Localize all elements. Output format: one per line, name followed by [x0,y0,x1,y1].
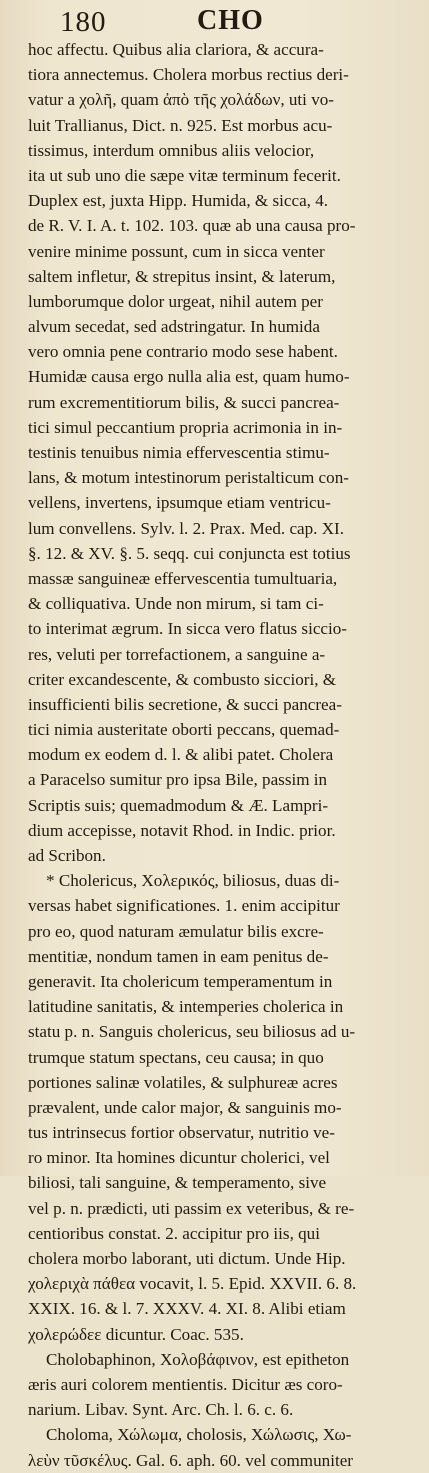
text-line: hoc affectu. Quibus alia clariora, & accura- [28,40,324,59]
text-line: * Cholericus, Χολερικός, biliosus, duas di- [46,871,340,891]
text-line: tus intrinsecus fortior observatur, nutritio ve- [28,1123,335,1143]
page-number: 180 [60,6,107,38]
text-line: lans, & motum intestinorum peristalticum con- [28,468,349,488]
text-line: ita ut sub uno die sæpe vitæ terminum fecerit. [28,165,341,185]
text-line: portiones salinæ volatiles, & sulphureæ acres [28,1072,338,1092]
text-line: tiora annectemus. Cholera morbus rectius deri- [28,65,349,85]
text-line: vero omnia pene contrario modo sese habent. [28,342,338,362]
text-line: to interimat ægrum. In sicca vero flatus siccio- [28,619,347,639]
text-line: saltem infletur, & strepitus insint, & laterum, [28,266,336,286]
text-line: tissimus, interdum omnibus aliis velocior, [28,140,315,160]
text-line: ro minor. Ita homines dicuntur cholerici, vel [28,1148,330,1168]
text-line: ad Scribon. [28,846,106,865]
text-line: insufficienti bilis secretione, & succi pancrea- [28,694,342,714]
text-line: æris auri colorem mentientis. Dicitur æs coro- [28,1374,343,1394]
body-text [28,37,414,1473]
text-line: de R. V. I. A. t. 102. 103. quæ ab una causa pro- [28,216,356,236]
text-line: lumborumque dolor urgeat, nihil autem per [28,291,323,311]
text-line: vatur a χολῆ, quam ἀπὸ τῆς χολάδων, uti vo- [28,90,334,110]
text-line: criter excandescente, & combusto sicciori, & [28,669,337,689]
text-line: vellens, invertens, ipsumque etiam ventricu- [28,493,331,513]
text-line: versas habet significationes. 1. enim accipitur [28,896,340,916]
text-line: χολεριχὰ πάθεα vocavit, l. 5. Epid. XXVII. 6. 8. [28,1274,357,1294]
text-line: biliosi, tali sanguine, & temperamento, sive [28,1173,327,1193]
text-line: venire minime possunt, cum in sicca venter [28,241,325,261]
text-line: XXIX. 16. & l. 7. XXXV. 4. XI. 8. Alibi etiam [28,1299,346,1319]
text-line: centioribus constat. 2. accipitur pro iis, qui [28,1223,320,1243]
text-line: lum convellens. Sylv. l. 2. Prax. Med. cap. XI. [28,518,345,538]
text-line: tici simul peccantium propria acrimonia in in- [28,417,343,437]
text-line: Choloma, Χώλωμα, cholosis, Χώλωσις, Χω- [46,1425,352,1445]
text-line: modum ex eodem d. l. & alibi patet. Cholera [28,745,334,765]
text-line: pro eo, quod naturam æmulatur bilis excre- [28,921,324,941]
page-header [0,2,429,38]
text-line: luit Trallianus, Dict. n. 925. Est morbus acu- [28,115,333,135]
text-line: Cholobaphinon, Χολοβάφινον, est epitheton [46,1349,350,1369]
text-line: testinis tenuibus nimia effervescentia stimu- [28,443,330,462]
text-line: narium. Libav. Synt. Arc. Ch. l. 6. c. 6. [28,1400,294,1420]
text-line: Duplex est, juxta Hipp. Humida, & sicca, 4. [28,191,329,211]
text-line: & colliquativa. Unde non mirum, si tam ci- [28,594,324,614]
text-line: vel p. n. prædicti, uti passim ex veteribus, & re- [28,1198,355,1218]
text-line: Humidæ causa ergo nulla alia est, quam humo- [28,367,350,387]
text-line: a Paracelso sumitur pro ipsa Bile, passim in [28,770,328,790]
text-line: rum excrementitiorum bilis, & succi pancrea- [28,392,340,412]
running-head: CHO [197,5,264,36]
text-line: statu p. n. Sanguis cholericus, seu biliosus ad u- [28,1022,356,1042]
text-line: χολερώδεε dicuntur. Coac. 535. [28,1324,244,1344]
text-line: trumque statum spectans, ceu causa; in quo [28,1047,324,1067]
text-line: Scriptis suis; quemadmodum & Æ. Lampri- [28,795,329,815]
text-line: latitudine sanitatis, & intemperies cholerica in [28,997,344,1017]
text-line: tici nimia austeritate oborti peccans, quemad- [28,720,340,740]
text-line: λεὺν τῦσκέλυς. Gal. 6. aph. 60. vel communiter [28,1450,353,1470]
text-line: alvum secedat, sed adstringatur. In humida [28,317,320,337]
text-line: cholera morbo laborant, uti dictum. Unde Hip. [28,1249,346,1268]
text-line: §. 12. & XV. §. 5. seqq. cui conjuncta est totius [28,543,351,563]
text-line: mentitiæ, nondum tamen in eam penitus de- [28,946,329,966]
text-line: generavit. Ita cholericum temperamentum in [28,971,333,991]
text-line: dium accepisse, notavit Rhod. in Indic. prior. [28,820,336,840]
text-line: res, veluti per torrefactionem, a sanguine a- [28,644,326,664]
text-line: massæ sanguineæ effervescentia tumultuaria, [28,568,338,588]
text-line: prævalent, unde calor major, & sanguinis mo- [28,1097,342,1117]
